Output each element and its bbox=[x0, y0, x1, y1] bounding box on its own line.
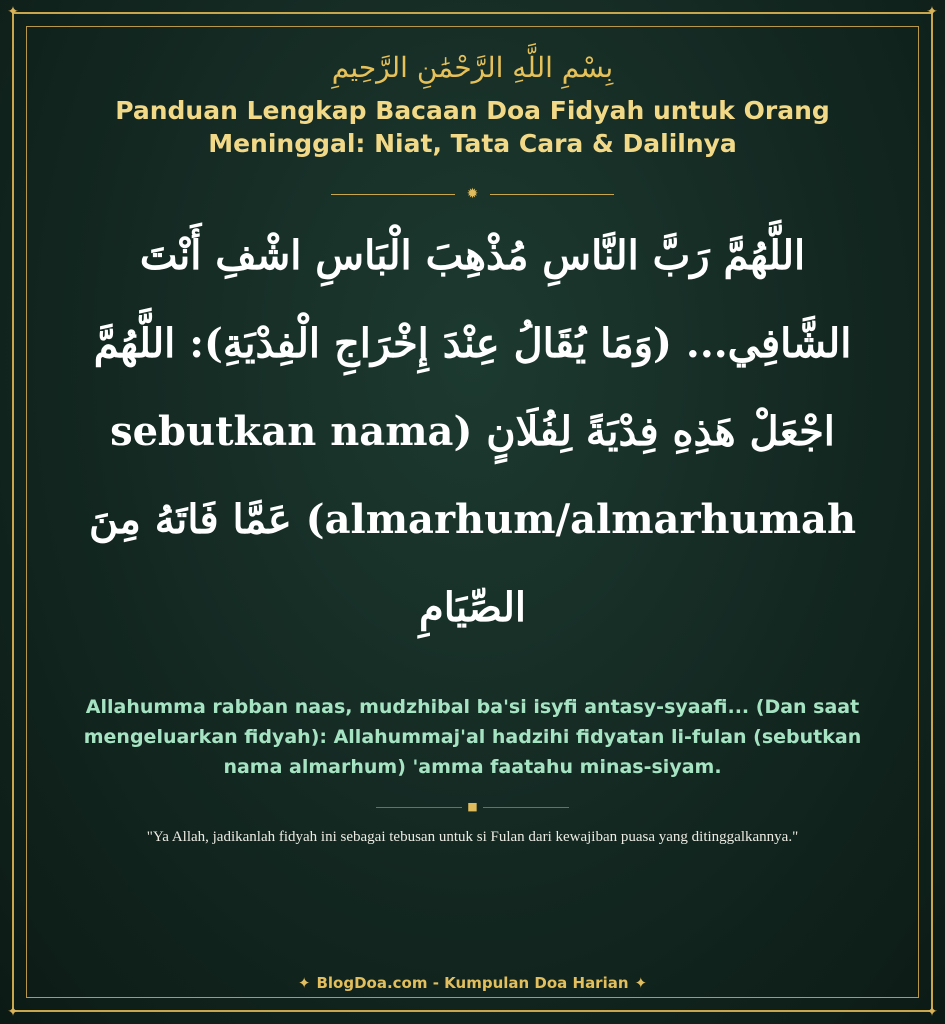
flower-ornament-icon: ✹ bbox=[466, 186, 479, 202]
title-divider bbox=[0, 184, 945, 204]
star-icon: ✦ bbox=[297, 974, 311, 992]
divider-line bbox=[376, 807, 462, 808]
corner-star-icon: ✦ bbox=[7, 4, 19, 20]
diamond-ornament-icon: ■ bbox=[467, 800, 478, 813]
corner-star-icon: ✦ bbox=[926, 4, 938, 20]
translation-text: "Ya Allah, jadikanlah fidyah ini sebagai tebusan untuk si Fulan dari kewajiban puasa yang ditinggalkannya." bbox=[146, 829, 799, 845]
latin-transliteration: Allahumma rabban naas, mudzhibal ba'si isyfi antasy-syaafi... (Dan saat mengeluarkan fidyah): Allahummaj'al hadzihi fidyatan li-fulan (sebutkan nama almarhum) 'amma faatahu minas-siyam. bbox=[83, 696, 862, 778]
corner-star-icon: ✦ bbox=[7, 1004, 19, 1020]
divider-line bbox=[490, 194, 614, 195]
bismillah-text: بِسْمِ اللَّهِ الرَّحْمَٰنِ الرَّحِيمِ bbox=[331, 51, 614, 84]
footer-credit bbox=[0, 972, 945, 994]
footer-text: BlogDoa.com - Kumpulan Doa Harian bbox=[316, 974, 629, 992]
translation-divider bbox=[0, 797, 945, 817]
corner-star-icon: ✦ bbox=[926, 1004, 938, 1020]
divider-line bbox=[331, 194, 455, 195]
star-icon: ✦ bbox=[634, 974, 648, 992]
divider-line bbox=[483, 807, 569, 808]
arabic-prayer-text: اللَّهُمَّ رَبَّ النَّاسِ مُذْهِبَ الْبَاسِ اشْفِ أَنْتَ الشَّافِي... (وَمَا يُقَالُ عِنْدَ إِخْرَاجِ الْفِدْيَةِ): اللَّهُمَّ اجْعَلْ هَذِهِ فِدْيَةً لِفُلَانٍ (sebutkan nama almarhum/almarhumah) عَمَّا فَاتَهُ مِنَ الصِّيَامِ bbox=[88, 232, 857, 631]
page-title: Panduan Lengkap Bacaan Doa Fidyah untuk Orang Meninggal: Niat, Tata Cara & Dalilnya bbox=[115, 96, 830, 158]
